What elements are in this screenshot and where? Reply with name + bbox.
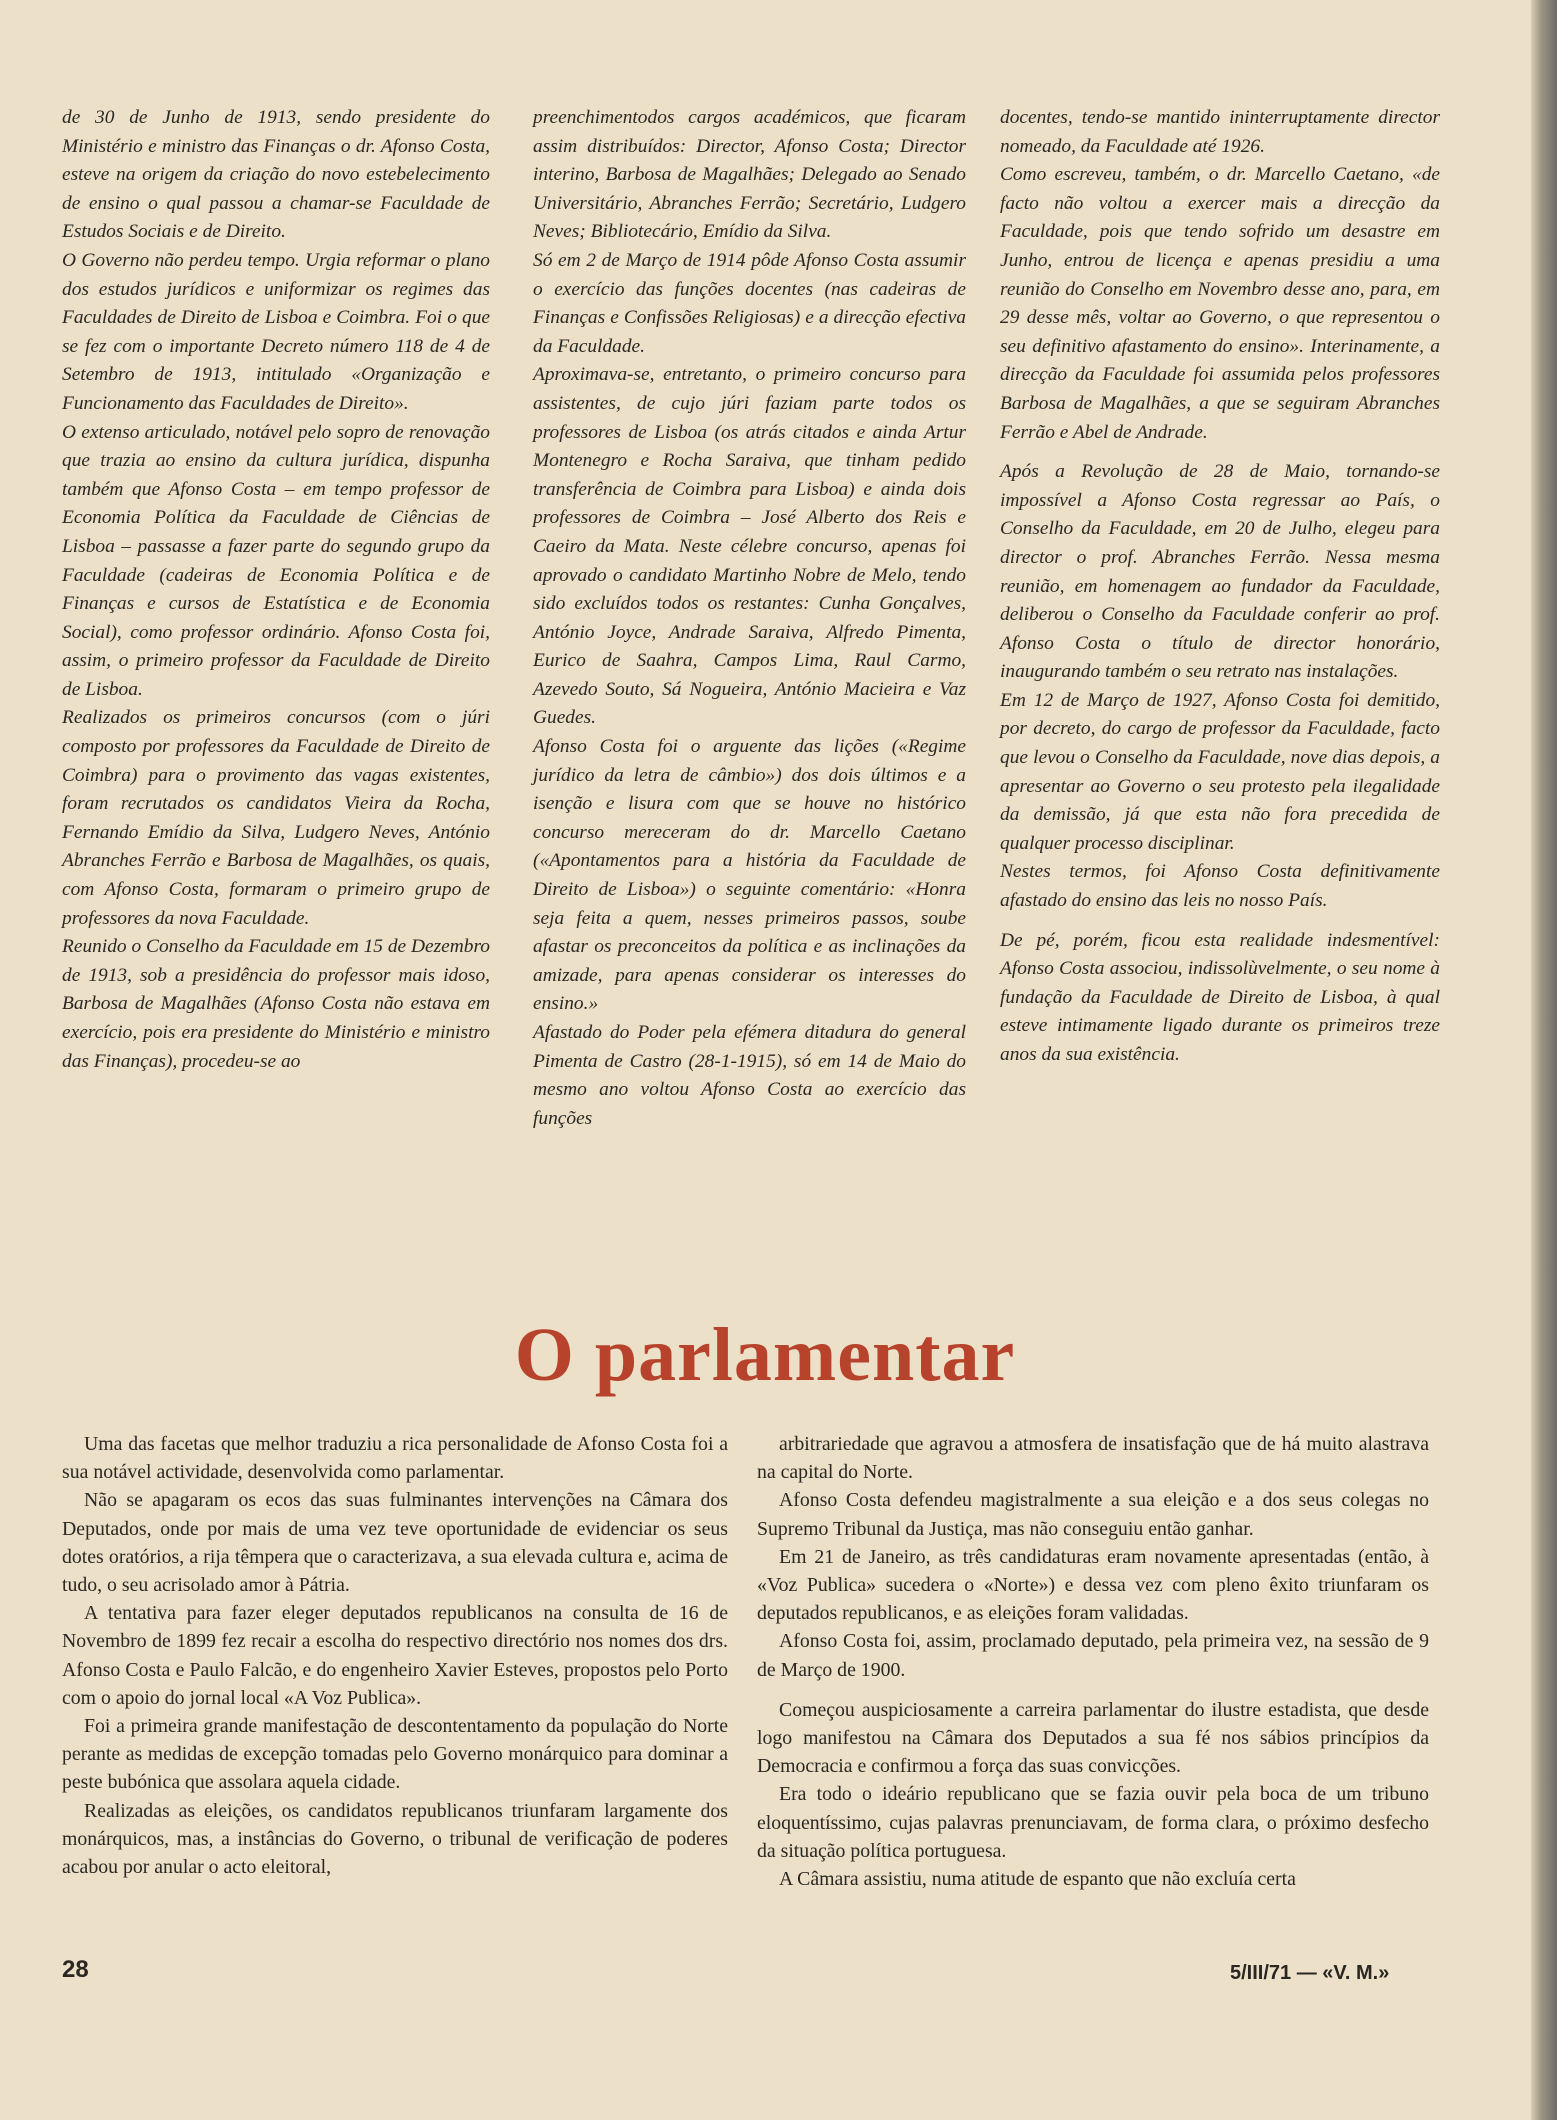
paragraph: Afonso Costa foi o arguente das lições («Regime jurídico da letra de câmbio») dos dois últimos e a isenção e lisura com que se houve no histórico concurso mereceram do dr. Marcello Caetano («Apontamentos para a história da Faculdade de Direito de Lisboa») o seguinte comentário: «Honra seja feita a quem, nesses primeiros passos, soube afastar os preconceitos da política e as inclinações da amizade, para apenas considerar os interesses do ensino.» (533, 736, 966, 1015)
paragraph: Realizadas as eleições, os candidatos republicanos triunfaram largamente dos monárquicos, mas, a instâncias do Governo, o tribunal de verificação de poderes acabou por anular o acto eleitoral, (62, 1799, 728, 1879)
paragraph: Após a Revolução de 28 de Maio, tornando-se impossível a Afonso Costa regressar ao País, o Conselho da Faculdade, em 20 de Julho, elegeu para director o prof. Abranches Ferrão. Nessa mesma reunião, em homenagem ao fundador da Faculdade, deliberou o Conselho da Faculdade conferir ao prof. Afonso Costa o título de director honorário, inaugurando também o seu retrato nas instalações. (1000, 461, 1440, 683)
paragraph: A Câmara assistiu, numa atitude de espanto que não excluía certa (779, 1868, 1296, 1891)
paragraph: O extenso articulado, notável pelo sopro de renovação que trazia ao ensino da cultura jurídica, dispunha também que Afonso Costa – em tempo professor de Economia Política da Faculdade de Ciências de Lisboa – passasse a fazer parte do segundo grupo da Faculdade (cadeiras de Economia Política e de Finanças e cursos de Estatística e de Economia Social), como professor ordinário. Afonso Costa foi, assim, o primeiro professor da Faculdade de Direito de Lisboa. (62, 421, 490, 700)
paragraph: Começou auspiciosamente a carreira parlamentar do ilustre estadista, que desde logo manifestou na Câmara dos Deputados a sua fé nos sábios princípios da Democracia e confirmou a força das suas convicções. (757, 1698, 1429, 1778)
paragraph: Em 21 de Janeiro, as três candidaturas eram novamente apresentadas (então, à «Voz Publica» sucedera o «Norte») e dessa vez com pleno êxito triunfaram os deputados republicanos, e as eleições foram validadas. (757, 1545, 1429, 1625)
section-heading: O parlamentar (514, 1313, 1016, 1397)
paragraph: docentes, tendo-se mantido ininterruptamente director nomeado, da Faculdade até 1926. (1000, 107, 1440, 157)
paragraph: Nestes termos, foi Afonso Costa definitivamente afastado do ensino das leis no nosso País. (1000, 861, 1440, 912)
paragraph: Afastado do Poder pela efémera ditadura do general Pimenta de Castro (28-1-1915), só em 14 de Maio do mesmo ano voltou Afonso Costa ao exercício das funções (533, 1022, 966, 1129)
paragraph: Afonso Costa foi, assim, proclamado deputado, pela primeira vez, na sessão de 9 de Março de 1900. (757, 1630, 1429, 1681)
paragraph: Aproximava-se, entretanto, o primeiro concurso para assistentes, de cujo júri faziam parte todos os professores de Lisboa (os atrás citados e ainda Artur Montenegro e Rocha Saraiva, que tinham pedido transferência de Coimbra para Lisboa) e ainda dois professores de Coimbra – José Alberto dos Reis e Caeiro da Mata. Neste célebre concurso, apenas foi aprovado o candidato Martinho Nobre de Melo, tendo sido excluídos todos os restantes: Cunha Gonçalves, António Joyce, Andrade Saraiva, Alfredo Pimenta, Eurico de Saahra, Campos Lima, Raul Carmo, Azevedo Souto, Sá Nogueira, António Macieira e Vaz Guedes. (533, 364, 966, 729)
section-column-2 (757, 1430, 1429, 1893)
paragraph: Reunido o Conselho da Faculdade em 15 de Dezembro de 1913, sob a presidência do professor mais idoso, Barbosa de Magalhães (Afonso Costa não estava em exercício, pois era presidente do Ministério e ministro das Finanças), procedeu-se ao (62, 936, 490, 1072)
paragraph: arbitrariedade que agravou a atmosfera de insatisfação que de há muito alastrava na capital do Norte. (757, 1433, 1429, 1484)
paragraph: Afonso Costa defendeu magistralmente a sua eleição e a dos seus colegas no Supremo Tribunal da Justiça, mas não conseguiu então ganhar. (757, 1489, 1429, 1540)
paragraph: De pé, porém, ficou esta realidade indesmentível: Afonso Costa associou, indissolùvelmente, o seu nome à fundação da Faculdade de Direito de Lisboa, à qual esteve intimamente ligado durante os primeiros treze anos da sua existência. (1000, 929, 1440, 1065)
paragraph: O Governo não perdeu tempo. Urgia reformar o plano dos estudos jurídicos e uniformizar os regimes das Faculdades de Direito de Lisboa e Coimbra. Foi o que se fez com o importante Decreto número 118 de 4 de Setembro de 1913, intitulado «Organização e Funcionamento das Faculdades de Direito». (62, 249, 490, 414)
paragraph: Uma das facetas que melhor traduziu a rica personalidade de Afonso Costa foi a sua notável actividade, desenvolvida como parlamentar. (62, 1433, 728, 1484)
page-edge-shadow (1531, 0, 1557, 2120)
article-column-1 (62, 104, 490, 1076)
paragraph: Não se apagaram os ecos das suas fulminantes intervenções na Câmara dos Deputados, onde por mais de uma vez teve oportunidade de evidenciar os seus dotes oratórios, a rija têmpera que o caracterizava, a sua elevada cultura e, acima de tudo, o seu acrisolado amor à Pátria. (62, 1489, 728, 1597)
paragraph: Foi a primeira grande manifestação de descontentamento da população do Norte perante as medidas de excepção tomadas pelo Governo monárquico para dominar a peste bubónica que assolara aquela cidade. (62, 1715, 728, 1794)
paragraph: preenchimentodos cargos académicos, que ficaram assim distribuídos: Director, Afonso Costa; Director interino, Barbosa de Magalhães; Delegado ao Senado Universitário, Abranches Ferrão; Secretário, Ludgero Neves; Bibliotecário, Emídio da Silva. (533, 107, 966, 243)
paragraph: Era todo o ideário republicano que se fazia ouvir pela boca de um tribuno eloquentíssimo, cujas palavras prenunciavam, de forma clara, o próximo desfecho da situação política portuguesa. (757, 1783, 1429, 1862)
article-column-2 (533, 104, 966, 1133)
section-column-1 (62, 1430, 728, 1881)
paragraph: A tentativa para fazer eleger deputados republicanos na consulta de 16 de Novembro de 1899 fez recair a escolha do respectivo directório nos nomes dos drs. Afonso Costa e Paulo Falcão, e do engenheiro Xavier Esteves, propostos pelo Porto com o apoio do jornal local «A Voz Publica». (62, 1602, 728, 1709)
page-number: 28 (62, 1956, 89, 1983)
paragraph: Como escreveu, também, o dr. Marcello Caetano, «de facto não voltou a exercer mais a direcção da Faculdade, pois que tendo sofrido um desastre em Junho, entrou de licença e apenas presidiu a uma reunião do Conselho em Novembro desse ano, para, em 29 desse mês, voltar ao Governo, o que representou o seu definitivo afastamento do ensino». Interinamente, a direcção da Faculdade foi assumida pelos professores Barbosa de Magalhães, a que se seguiram Abranches Ferrão e Abel de Andrade. (1000, 164, 1440, 443)
paragraph: de 30 de Junho de 1913, sendo presidente do Ministério e ministro das Finanças o dr. Afonso Costa, esteve na origem da criação do novo estebelecimento de ensino o qual passou a chamar-se Faculdade de Estudos Sociais e de Direito. (62, 107, 490, 243)
paragraph: Só em 2 de Março de 1914 pôde Afonso Costa assumir o exercício das funções docentes (nas cadeiras de Finanças e Confissões Religiosas) e a direcção efectiva da Faculdade. (533, 249, 966, 357)
issue-footer: 5/III/71 — «V. M.» (1230, 1962, 1390, 1984)
article-column-3 (1000, 104, 1440, 1070)
paragraph: Realizados os primeiros concursos (com o júri composto por professores da Faculdade de Direito de Coimbra) para o provimento das vagas existentes, foram recrutados os candidatos Vieira da Rocha, Fernando Emídio da Silva, Ludgero Neves, António Abranches Ferrão e Barbosa de Magalhães, os quais, com Afonso Costa, formaram o primeiro grupo de professores da nova Faculdade. (62, 707, 490, 929)
paragraph: Em 12 de Março de 1927, Afonso Costa foi demitido, por decreto, do cargo de professor da Faculdade, facto que levou o Conselho da Faculdade, nove dias depois, a apresentar ao Governo o seu protesto pela ilegalidade da demissão, já que esta não fora precedida de qualquer processo disciplinar. (1000, 689, 1440, 854)
